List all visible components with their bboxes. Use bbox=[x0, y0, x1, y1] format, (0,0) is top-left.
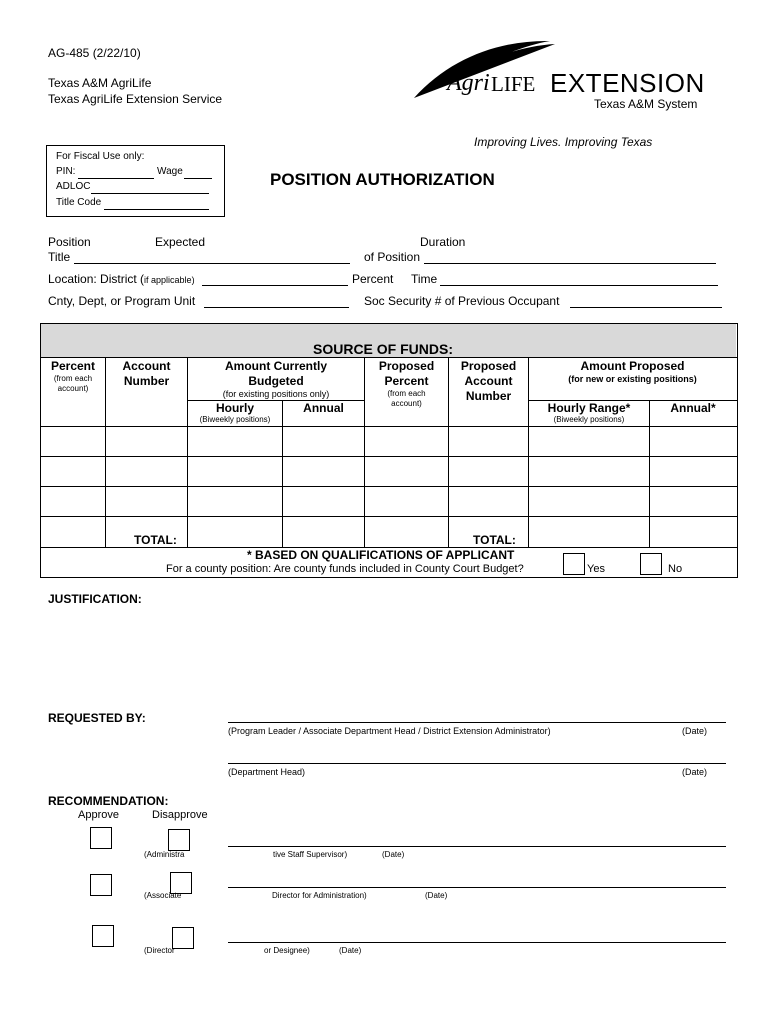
fiscal-wage-field[interactable] bbox=[184, 178, 212, 179]
col-amount-proposed: Amount Proposed bbox=[580, 359, 685, 373]
requested-by-label: REQUESTED BY: bbox=[48, 711, 146, 725]
col-amount-current-sub: (for existing positions only) bbox=[222, 389, 330, 399]
expected-label: Expected bbox=[155, 235, 206, 249]
cnty-label: Cnty, Dept, or Program Unit bbox=[48, 294, 196, 308]
slogan: Improving Lives. Improving Texas bbox=[474, 135, 653, 149]
col-amount-current-1: Amount Currently bbox=[225, 359, 327, 373]
fiscal-adloc-label: ADLOC bbox=[56, 181, 91, 192]
rec-caption-3a: (Director bbox=[144, 946, 175, 955]
location-field[interactable] bbox=[202, 285, 348, 286]
rec-date-1: (Date) bbox=[382, 850, 405, 859]
rec-date-3: (Date) bbox=[339, 946, 362, 955]
rule-h-357 bbox=[40, 357, 737, 358]
col-account-2: Number bbox=[123, 374, 170, 388]
form-title: POSITION AUTHORIZATION bbox=[270, 170, 495, 189]
org-line1: Texas A&M AgriLife bbox=[48, 76, 152, 90]
logo-agri: Agri bbox=[447, 70, 490, 96]
col-hourly: Hourly bbox=[215, 401, 254, 415]
no-checkbox[interactable] bbox=[640, 553, 662, 575]
form-number: AG-485 (2/22/10) bbox=[48, 46, 141, 60]
position-title-field[interactable] bbox=[74, 263, 350, 264]
soc-label: Soc Security # of Previous Occupant bbox=[364, 294, 560, 308]
requested-by-date-1: (Date) bbox=[682, 726, 708, 736]
location-text: Location: District ( bbox=[48, 272, 145, 286]
logo-system: Texas A&M System bbox=[594, 97, 698, 111]
logo-extension: EXTENSION bbox=[550, 68, 705, 98]
rec-caption-2b: Director for Administration) bbox=[272, 891, 367, 900]
col-prop-percent-2: Percent bbox=[384, 374, 429, 388]
org-line2: Texas AgriLife Extension Service bbox=[48, 92, 223, 106]
approve-label: Approve bbox=[78, 809, 119, 821]
rec-caption-1a: (Administra bbox=[144, 850, 185, 859]
rule-h-456 bbox=[40, 456, 737, 457]
col-prop-account-3: Number bbox=[465, 389, 512, 403]
disapprove-label: Disapprove bbox=[152, 809, 208, 821]
rule-v-528 bbox=[528, 357, 529, 547]
soc-field[interactable] bbox=[570, 307, 722, 308]
col-percent: Percent bbox=[50, 359, 96, 373]
fiscal-adloc-field[interactable] bbox=[91, 193, 209, 194]
position-label: Position bbox=[48, 235, 91, 249]
yes-label: Yes bbox=[587, 563, 605, 575]
justification-label: JUSTIFICATION: bbox=[48, 592, 142, 606]
fiscal-title-code-label: Title Code bbox=[56, 197, 102, 208]
requested-by-signature-line-2[interactable] bbox=[228, 763, 726, 764]
col-hourly-range-sub: (Biweekly positions) bbox=[553, 415, 625, 424]
col-prop-account-2: Account bbox=[464, 374, 513, 388]
approve-checkbox-3[interactable] bbox=[92, 925, 114, 947]
no-label: No bbox=[668, 563, 683, 575]
fiscal-title: For Fiscal Use only: bbox=[56, 151, 145, 162]
col-account-1: Account bbox=[122, 359, 171, 373]
rule-h-426 bbox=[40, 426, 737, 427]
rec-date-2: (Date) bbox=[425, 891, 448, 900]
rec-caption-2a: (Associate bbox=[144, 891, 182, 900]
disapprove-checkbox-1[interactable] bbox=[168, 829, 190, 851]
source-of-funds-title: SOURCE OF FUNDS: bbox=[313, 341, 453, 357]
rule-h-486 bbox=[40, 486, 737, 487]
of-position-label: of Position bbox=[364, 250, 421, 264]
yes-checkbox[interactable] bbox=[563, 553, 585, 575]
rule-v-282 bbox=[282, 400, 283, 547]
col-prop-percent-sub1: (from each bbox=[387, 389, 426, 398]
recommendation-label: RECOMMENDATION: bbox=[48, 794, 169, 808]
col-amount-proposed-sub: (for new or existing positions) bbox=[568, 374, 697, 384]
fiscal-pin-field[interactable] bbox=[78, 178, 154, 179]
approve-checkbox-1[interactable] bbox=[90, 827, 112, 849]
if-applicable-text: if applicable) bbox=[144, 275, 195, 285]
fiscal-pin-label: PIN: bbox=[56, 166, 76, 177]
rule-v-649 bbox=[649, 400, 650, 547]
col-percent-sub1: (from each bbox=[53, 374, 93, 383]
col-hourly-range: Hourly Range* bbox=[547, 401, 631, 415]
rule-h-516 bbox=[40, 516, 737, 517]
county-question: For a county position: Are county funds included in County Court Budget? bbox=[166, 563, 524, 575]
recommendation-signature-line-2[interactable] bbox=[228, 887, 726, 888]
percent-time-field[interactable] bbox=[440, 285, 718, 286]
location-label bbox=[48, 272, 195, 286]
requested-by-caption-1: (Program Leader / Associate Department Head / District Extension Administrator) bbox=[228, 726, 551, 736]
title-label: Title bbox=[48, 250, 71, 264]
col-hourly-sub: (Biweekly positions) bbox=[199, 415, 271, 424]
requested-by-signature-line-1[interactable] bbox=[228, 722, 726, 723]
col-prop-percent-sub2: account) bbox=[391, 399, 422, 408]
cnty-field[interactable] bbox=[204, 307, 349, 308]
time-label: Time bbox=[411, 272, 438, 286]
disapprove-checkbox-3[interactable] bbox=[172, 927, 194, 949]
approve-checkbox-2[interactable] bbox=[90, 874, 112, 896]
logo-life: LIFE bbox=[491, 72, 536, 96]
col-annual: Annual bbox=[303, 401, 344, 415]
requested-by-date-2: (Date) bbox=[682, 767, 708, 777]
expected-duration-field[interactable] bbox=[424, 263, 716, 264]
total-left: TOTAL: bbox=[134, 533, 177, 547]
fiscal-title-code-field[interactable] bbox=[104, 209, 209, 210]
based-on-note: * BASED ON QUALIFICATIONS OF APPLICANT bbox=[247, 548, 515, 562]
col-prop-account-1: Proposed bbox=[460, 359, 517, 373]
rec-caption-3b: or Designee) bbox=[264, 946, 310, 955]
percent-label: Percent bbox=[352, 272, 394, 286]
col-amount-current-2: Budgeted bbox=[248, 374, 304, 388]
col-prop-percent-1: Proposed bbox=[378, 359, 435, 373]
recommendation-signature-line-3[interactable] bbox=[228, 942, 726, 943]
total-right: TOTAL: bbox=[473, 533, 516, 547]
duration-label: Duration bbox=[420, 235, 466, 249]
rec-caption-1b: tive Staff Supervisor) bbox=[273, 850, 348, 859]
col-percent-sub2: account) bbox=[57, 384, 89, 393]
recommendation-signature-line-1[interactable] bbox=[228, 846, 726, 847]
fiscal-wage-label: Wage bbox=[157, 166, 183, 177]
col-annual-star: Annual* bbox=[670, 401, 716, 415]
requested-by-caption-2: (Department Head) bbox=[228, 767, 306, 777]
